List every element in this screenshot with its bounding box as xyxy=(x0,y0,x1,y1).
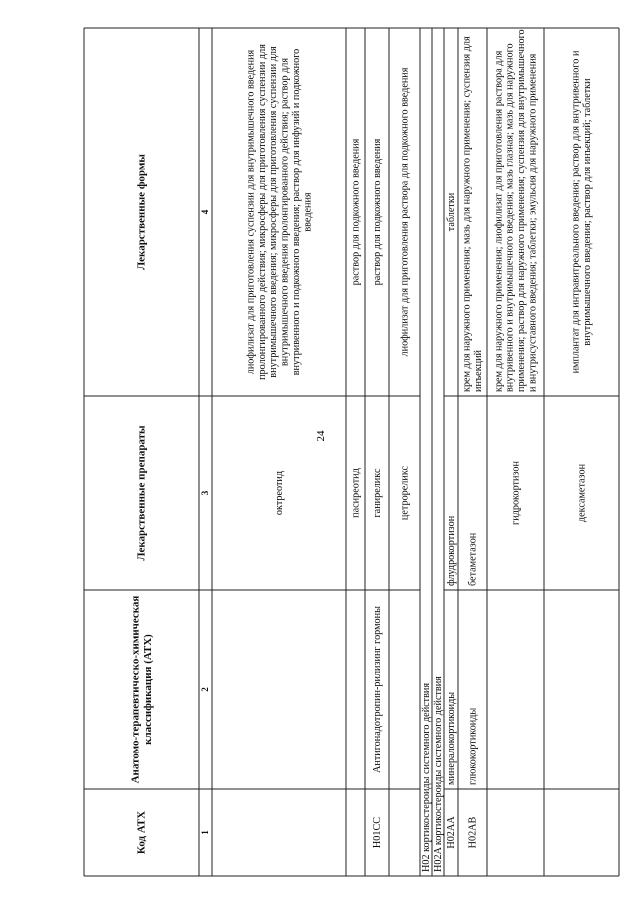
class-h02aa: минералокортикоиды xyxy=(445,691,457,785)
forms-cetrorelix: лиофилизат для приготовления раствора для подкожного введения xyxy=(399,67,411,357)
drug-fludrocortisone: флудрокортизон xyxy=(445,515,457,586)
class-h02ab: глюкокортикоиды xyxy=(467,707,479,785)
forms-betamethasone: крем для наружного применения; мазь для наружного применения; суспензия дляинъекций xyxy=(461,36,485,392)
forms-fludrocortisone: таблетки xyxy=(445,192,457,232)
drug-dexamethasone: дексаметазон xyxy=(576,463,588,523)
forms-pasireotide: раствор для подкожного введения xyxy=(350,138,362,286)
header-code: Код АТХ xyxy=(135,810,148,855)
class-h01cc: Антигонадотропин-рилизинг гормоны xyxy=(371,606,383,773)
table xyxy=(84,28,619,876)
header-forms: Лекарственные формы xyxy=(135,154,148,270)
drug-betamethasone: бетаметазон xyxy=(467,532,479,586)
header-drugs: Лекарственные препараты xyxy=(135,425,148,561)
forms-octreotide: лиофилизат для приготовления суспензии для внутримышечного введенияпролонгированного действия; микросферы для приготовления суспензии длявнутримышечного введения; микросферы для приготовления суспензии длявнутримышечного введения пролонгированного действия; раствор длявнутривенного и подкожного введения; раствор для инфузий и подкожноговведения xyxy=(245,44,314,380)
code-h02ab: H02AB xyxy=(467,816,479,849)
drug-pasireotide: пасиреотид xyxy=(350,468,362,518)
drug-octreotide: октреотид xyxy=(273,470,285,516)
code-h01cc: H01CC xyxy=(371,816,383,849)
drug-hydrocortisone: гидрокортизон xyxy=(510,461,522,525)
column-number: 1 xyxy=(200,830,211,835)
drug-cetrorelix: цетрореликс xyxy=(399,465,411,521)
column-number: 3 xyxy=(200,490,211,496)
section-h02: H02 кортикостероиды системного действия xyxy=(420,682,432,872)
drug-ganirelix: ганиреликс xyxy=(371,468,383,518)
forms-ganirelix: раствор для подкожного введения xyxy=(371,138,383,286)
column-number: 2 xyxy=(200,687,211,692)
page-number: 24 xyxy=(315,430,327,442)
forms-dexamethasone: имплантат для интравитреального введения; раствор для внутривенного ивнутримышечного введения; раствор для инъекций; таблетки xyxy=(570,50,594,374)
code-h02aa: H02AA xyxy=(445,816,457,849)
column-number: 4 xyxy=(200,209,211,215)
header-classification: Анатомо-терапевтическо-химическаяклассификация (АТХ) xyxy=(129,595,154,784)
forms-hydrocortisone: крем для наружного применения; лиофилизат для приготовления раствора длявнутривенного и внутримышечного введения; мазь глазная; мазь для наружногоприменения; раствор для наружного применения; суспензия для внутримышечногои внутрисуставного введения; таблетки; эмульсия для наружного применения xyxy=(493,29,539,392)
section-h02a: H02A кортикостероиды системного действия xyxy=(432,676,444,872)
